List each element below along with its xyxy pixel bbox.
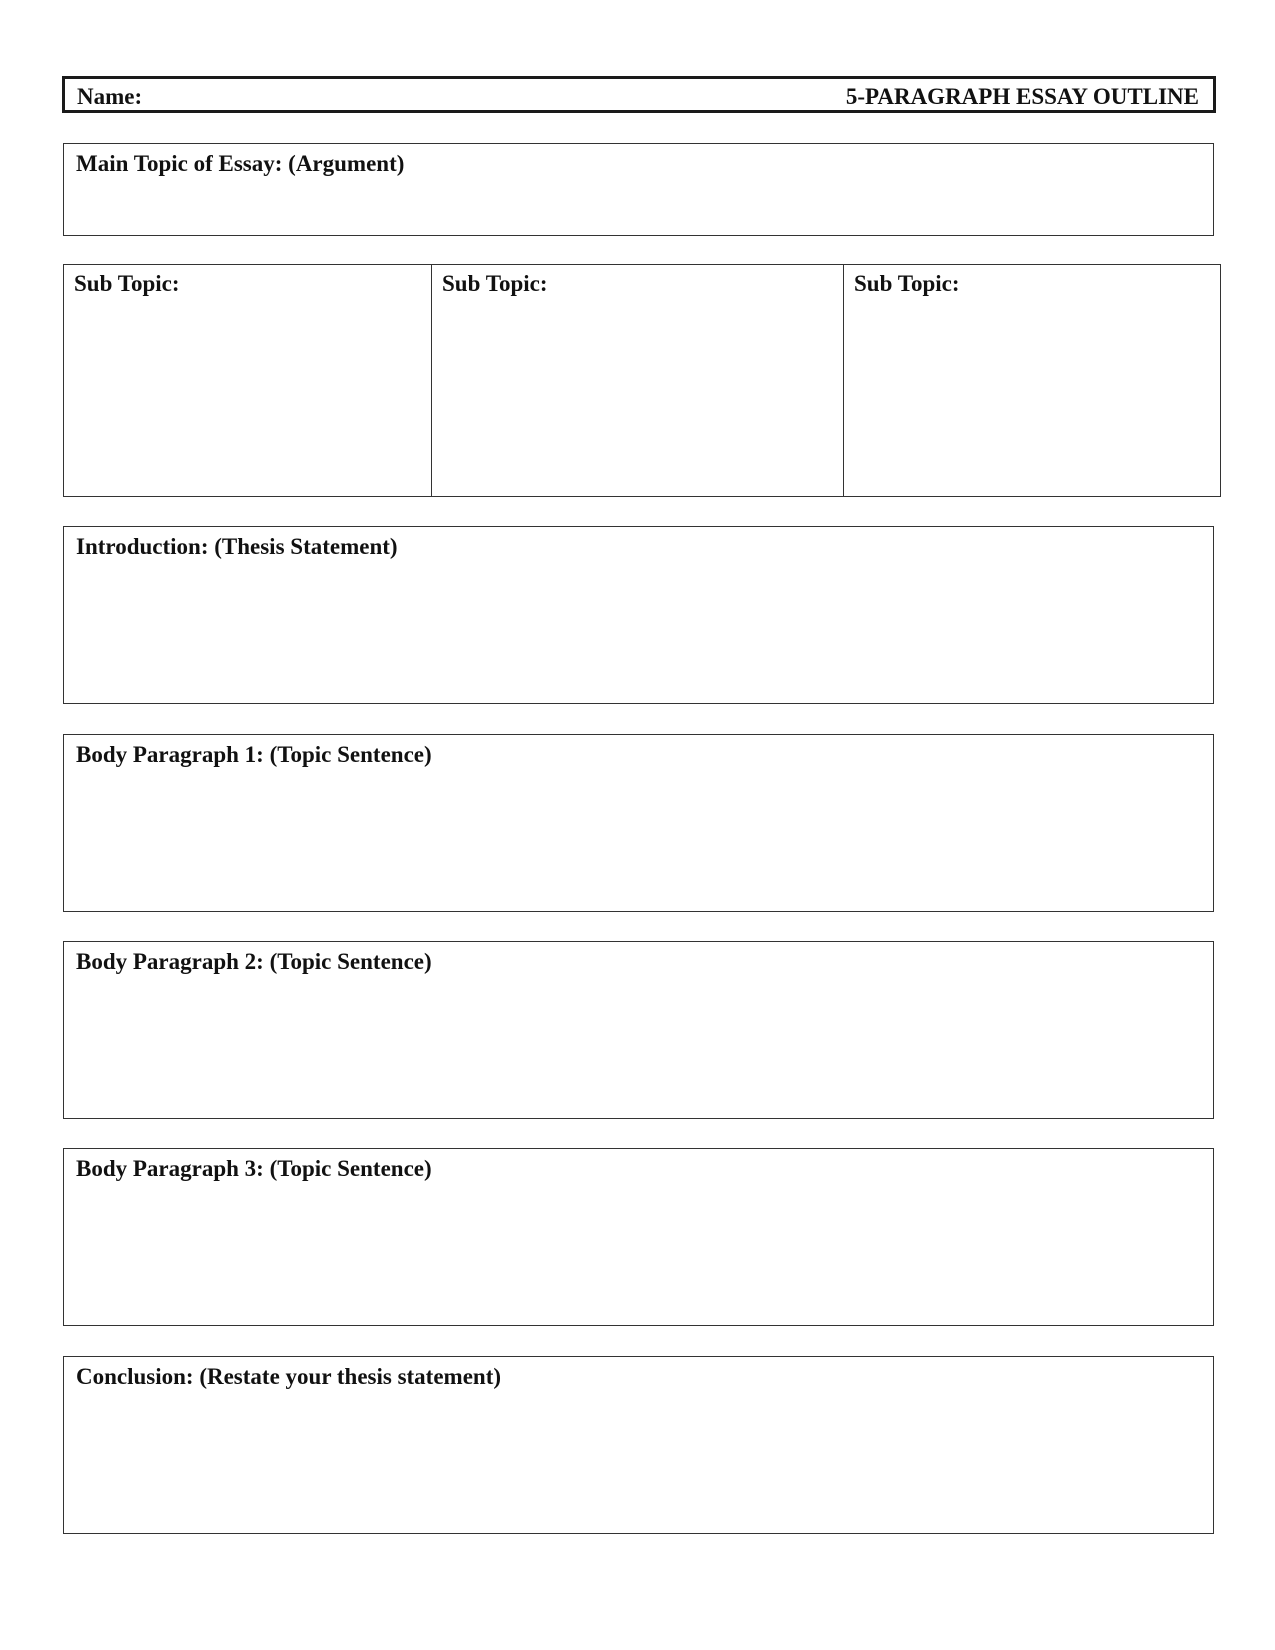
sub-topic-2-label: Sub Topic: [442, 271, 548, 296]
document-title: 5-PARAGRAPH ESSAY OUTLINE [845, 84, 1199, 109]
sub-topic-1-label: Sub Topic: [74, 271, 180, 296]
sub-topic-3-label: Sub Topic: [854, 271, 960, 296]
main-topic-label: Main Topic of Essay: (Argument) [76, 151, 405, 176]
body-paragraph-2-label: Body Paragraph 2: (Topic Sentence) [76, 949, 432, 974]
sub-topic-2-box[interactable] [432, 265, 844, 496]
introduction-box[interactable] [63, 526, 1214, 704]
main-topic-box[interactable] [63, 143, 1214, 236]
conclusion-box[interactable] [63, 1356, 1214, 1534]
body-paragraph-3-box[interactable] [63, 1148, 1214, 1326]
body-paragraph-1-box[interactable] [63, 734, 1214, 912]
body-paragraph-1-label: Body Paragraph 1: (Topic Sentence) [76, 742, 432, 767]
sub-topic-3-box[interactable] [844, 265, 1219, 496]
name-label: Name: [77, 84, 143, 109]
body-paragraph-2-box[interactable] [63, 941, 1214, 1119]
introduction-label: Introduction: (Thesis Statement) [76, 534, 398, 559]
sub-topic-1-box[interactable] [64, 265, 432, 496]
body-paragraph-3-label: Body Paragraph 3: (Topic Sentence) [76, 1156, 432, 1181]
header-bar [62, 76, 1216, 113]
sub-topics-table [63, 264, 1221, 497]
conclusion-label: Conclusion: (Restate your thesis statement) [76, 1364, 502, 1389]
